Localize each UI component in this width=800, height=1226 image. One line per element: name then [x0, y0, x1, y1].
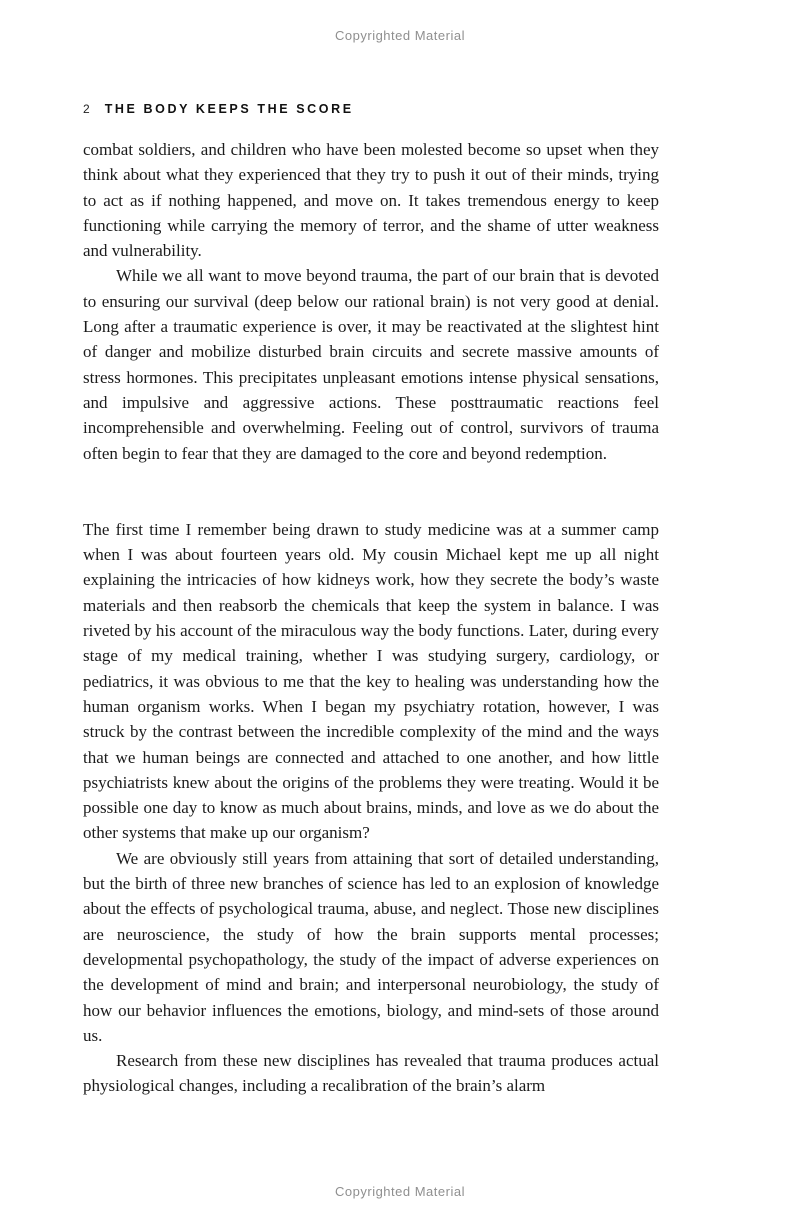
paragraph: combat soldiers, and children who have been molested become so upset when they think about what they experienced that they try to push it out of their minds, trying to act as if nothing happened, and move on. It takes tremendous energy to keep functioning while carrying the memory of terror, and the shame of utter weakness and vulnerability.	[83, 140, 659, 261]
paragraph: We are obviously still years from attaining that sort of detailed understanding, but the birth of three new branches of science has led to an explosion of knowledge about the effects of psychological trauma, abuse, and neglect. Those new disciplines are neuroscience, the study of how the brain supports mental processes; developmental psychopathology, the study of the impact of adverse experiences on the development of mind and brain; and interpersonal neurobiology, the study of how our behavior influences the emotions, biology, and mind-sets of those around us.	[83, 848, 659, 1045]
copyright-notice-bottom: Copyrighted Material	[335, 1184, 465, 1199]
running-title: THE BODY KEEPS THE SCORE	[104, 102, 354, 116]
paragraph: Research from these new disciplines has revealed that trauma produces actual physiological changes, including a recalibration of the brain’s alarm	[83, 1051, 659, 1096]
running-header	[83, 102, 354, 116]
paragraph: The first time I remember being drawn to study medicine was at a summer camp when I was about fourteen years old. My cousin Michael kept me up all night explaining the intricacies of how kidneys work, how they secrete the body’s waste materials and then reabsorb the chemicals that keep the system in balance. I was riveted by his account of the miraculous way the body functions. Later, during every stage of my medical training, whether I was studying surgery, cardiology, or pediatrics, it was obvious to me that the key to healing was understanding how the human organism works. When I began my psychiatry rotation, however, I was struck by the contrast between the incredible complexity of the mind and the ways that we human beings are connected and attached to one another, and how little psychiatrists knew about the origins of the problems they were treating. Would it be possible one day to know as much about brains, minds, and love as we do about the other systems that make up our organism?	[83, 519, 659, 843]
copyright-notice-top: Copyrighted Material	[335, 28, 465, 43]
body-text	[83, 137, 659, 1099]
page-number: 2	[83, 102, 90, 116]
paragraph: While we all want to move beyond trauma, the part of our brain that is devoted to ensuring our survival (deep below our rational brain) is not very good at denial. Long after a traumatic experience is over, it may be reactivated at the slightest hint of danger and mobilize disturbed brain circuits and secrete massive amounts of stress hormones. This precipitates unpleasant emotions intense physical sensations, and impulsive and aggressive actions. These posttraumatic reactions feel incomprehensible and overwhelming. Feeling out of control, survivors of trauma often begin to fear that they are damaged to the core and beyond redemption.	[83, 266, 659, 463]
